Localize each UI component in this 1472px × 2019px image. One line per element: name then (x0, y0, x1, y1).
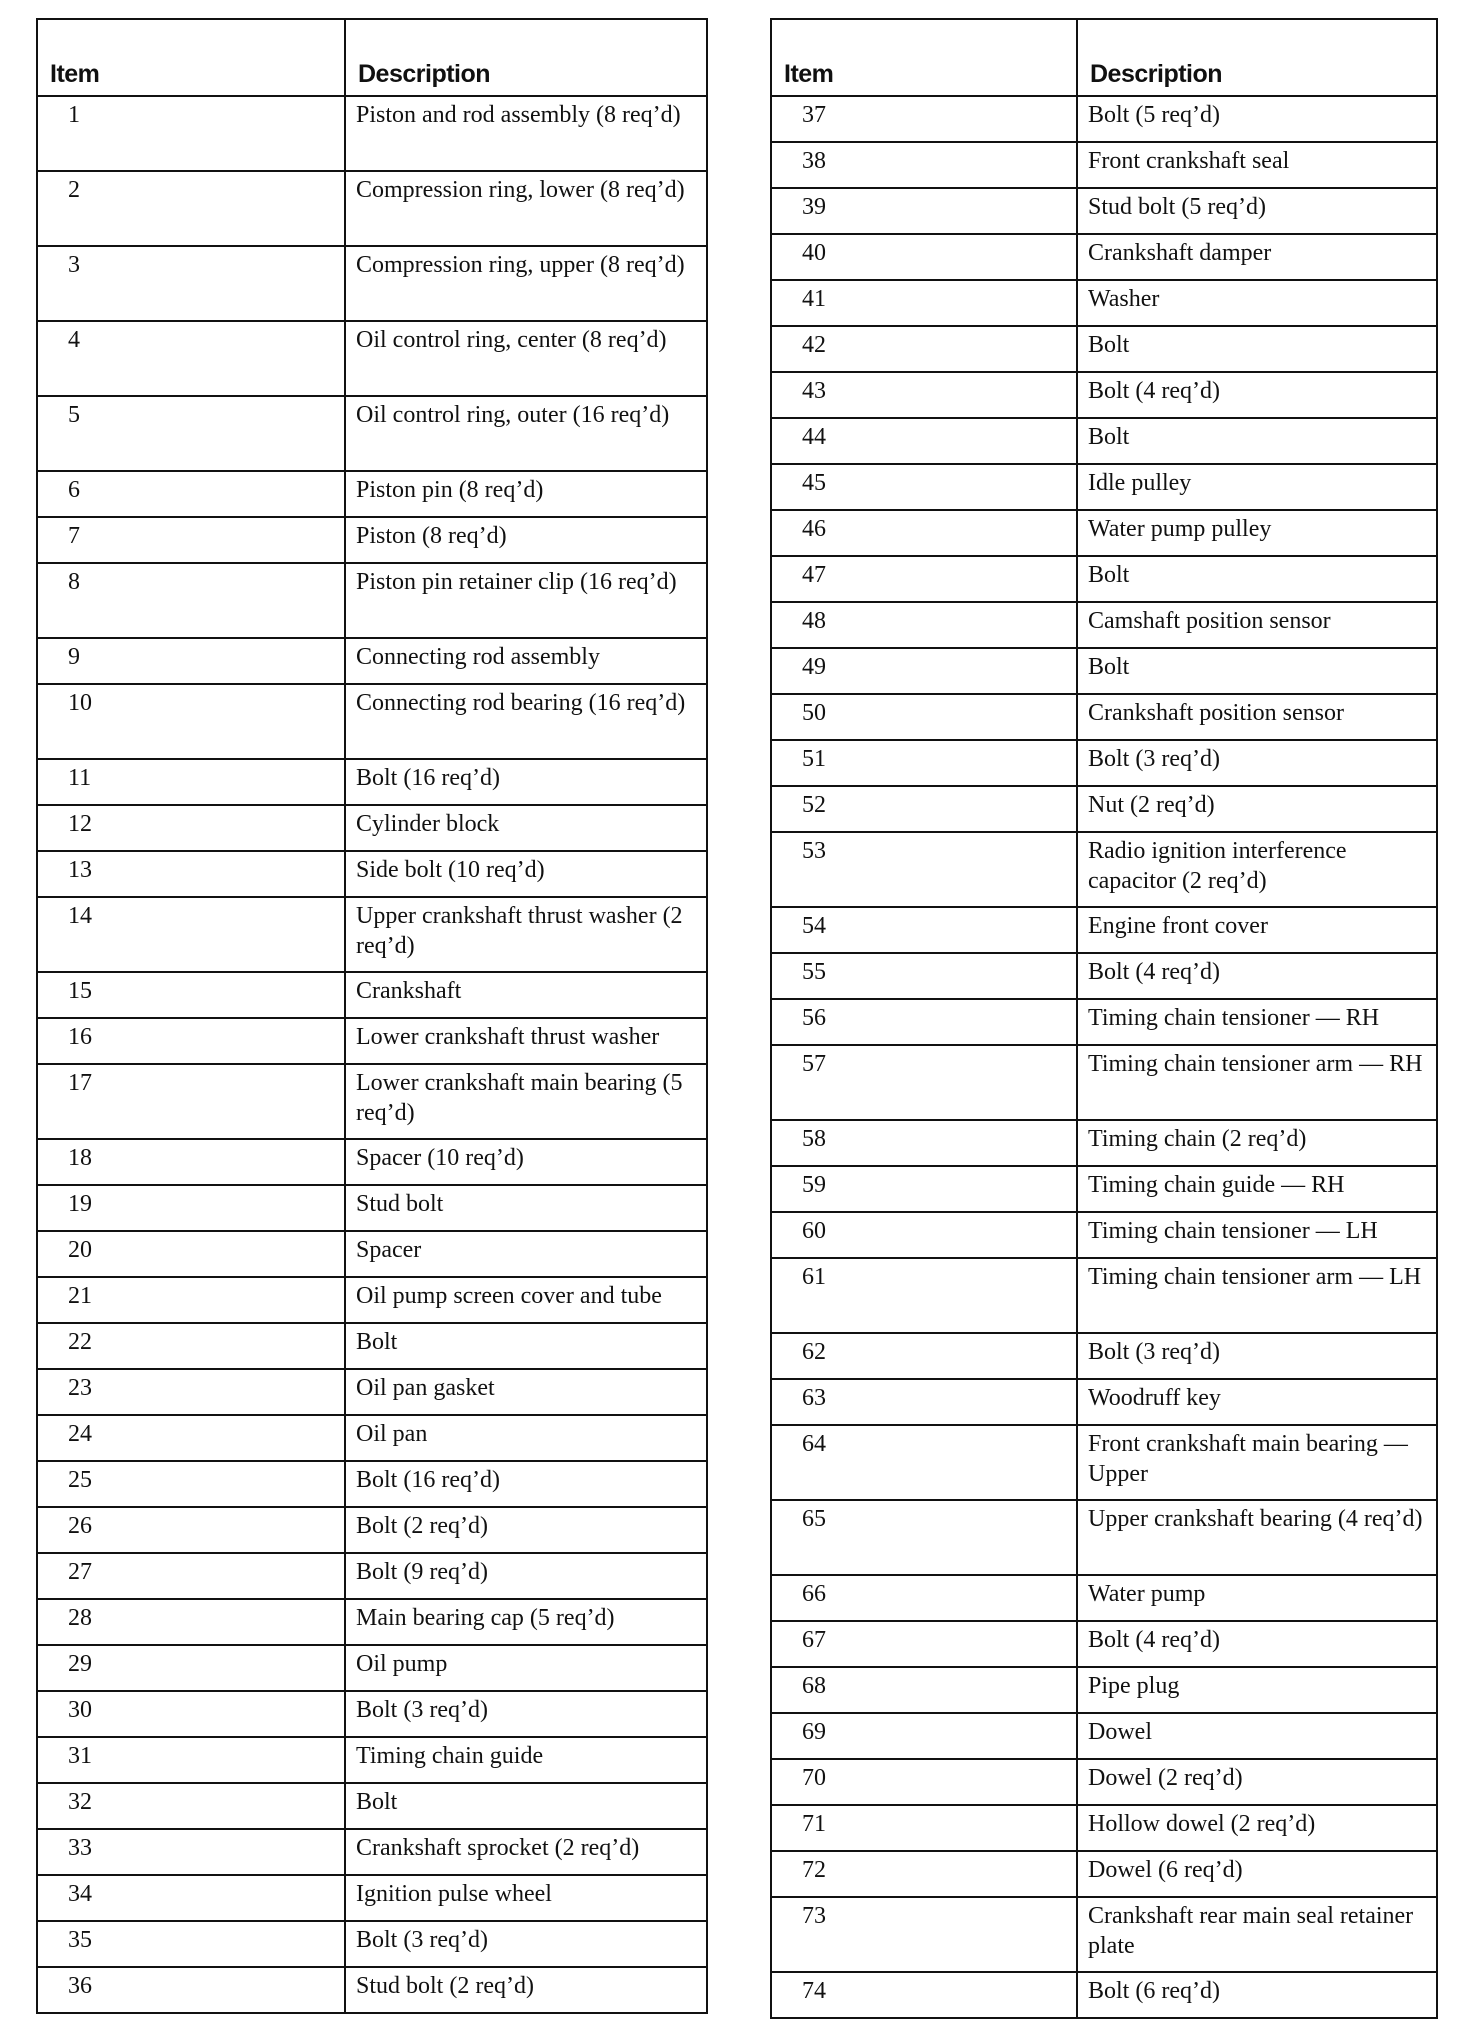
item-description: Lower crankshaft thrust washer (345, 1018, 707, 1064)
table-row (37, 171, 707, 246)
item-description: Stud bolt (2 req’d) (345, 1967, 707, 2013)
item-description: Bolt (345, 1323, 707, 1369)
table-row (37, 1323, 707, 1369)
table-row (771, 1972, 1437, 2018)
table-row (37, 972, 707, 1018)
table-row (771, 1713, 1437, 1759)
item-description: Crankshaft damper (1077, 234, 1437, 280)
item-number: 54 (771, 907, 1077, 953)
item-number: 70 (771, 1759, 1077, 1805)
table-row (37, 1461, 707, 1507)
table-row (37, 1553, 707, 1599)
item-number: 26 (37, 1507, 345, 1553)
table-row (37, 1018, 707, 1064)
table-row (37, 517, 707, 563)
item-number: 27 (37, 1553, 345, 1599)
table-row (771, 1897, 1437, 1972)
item-number: 66 (771, 1575, 1077, 1621)
table-row (771, 1120, 1437, 1166)
item-description: Pipe plug (1077, 1667, 1437, 1713)
table-row (771, 326, 1437, 372)
table-row (37, 1921, 707, 1967)
item-description: Compression ring, upper (8 req’d) (345, 246, 707, 321)
item-description: Bolt (4 req’d) (1077, 372, 1437, 418)
item-number: 6 (37, 471, 345, 517)
item-number: 50 (771, 694, 1077, 740)
table-row (771, 188, 1437, 234)
item-number: 33 (37, 1829, 345, 1875)
item-number: 55 (771, 953, 1077, 999)
table-row (771, 1425, 1437, 1500)
table-row (771, 1166, 1437, 1212)
item-number: 13 (37, 851, 345, 897)
table-row (37, 1139, 707, 1185)
table-row (37, 851, 707, 897)
item-description: Timing chain tensioner — LH (1077, 1212, 1437, 1258)
description-column-header: Description (1077, 19, 1437, 96)
item-description: Washer (1077, 280, 1437, 326)
table-row (37, 1369, 707, 1415)
table-row (37, 246, 707, 321)
item-description: Bolt (1077, 648, 1437, 694)
item-description: Compression ring, lower (8 req’d) (345, 171, 707, 246)
item-description: Stud bolt (5 req’d) (1077, 188, 1437, 234)
table-row (37, 1064, 707, 1139)
item-description: Main bearing cap (5 req’d) (345, 1599, 707, 1645)
table-row (37, 471, 707, 517)
item-number: 24 (37, 1415, 345, 1461)
item-description: Bolt (16 req’d) (345, 1461, 707, 1507)
item-number: 30 (37, 1691, 345, 1737)
item-number: 49 (771, 648, 1077, 694)
table-row (37, 563, 707, 638)
item-description: Bolt (3 req’d) (345, 1921, 707, 1967)
parts-table-right (770, 18, 1438, 2019)
item-number: 17 (37, 1064, 345, 1139)
table-row (771, 464, 1437, 510)
item-number: 23 (37, 1369, 345, 1415)
item-number: 2 (37, 171, 345, 246)
item-number: 65 (771, 1500, 1077, 1575)
item-description: Ignition pulse wheel (345, 1875, 707, 1921)
item-number: 22 (37, 1323, 345, 1369)
item-number: 64 (771, 1425, 1077, 1500)
table-row (37, 1967, 707, 2013)
item-description: Oil pan gasket (345, 1369, 707, 1415)
table-row (771, 648, 1437, 694)
table-row (37, 1783, 707, 1829)
item-number: 14 (37, 897, 345, 972)
item-column-header: Item (771, 19, 1077, 96)
table-row (771, 372, 1437, 418)
item-number: 41 (771, 280, 1077, 326)
table-row (771, 1759, 1437, 1805)
item-number: 9 (37, 638, 345, 684)
table-row (771, 907, 1437, 953)
item-number: 52 (771, 786, 1077, 832)
item-number: 68 (771, 1667, 1077, 1713)
table-row (771, 1851, 1437, 1897)
item-number: 32 (37, 1783, 345, 1829)
description-column-header: Description (345, 19, 707, 96)
item-description: Hollow dowel (2 req’d) (1077, 1805, 1437, 1851)
table-row (771, 418, 1437, 464)
item-number: 10 (37, 684, 345, 759)
table-row (37, 96, 707, 171)
item-number: 8 (37, 563, 345, 638)
item-description: Connecting rod bearing (16 req’d) (345, 684, 707, 759)
item-description: Dowel (2 req’d) (1077, 1759, 1437, 1805)
table-row (771, 556, 1437, 602)
item-description: Stud bolt (345, 1185, 707, 1231)
table-row (771, 602, 1437, 648)
item-number: 7 (37, 517, 345, 563)
table-row (771, 1379, 1437, 1425)
table-row (771, 1500, 1437, 1575)
table-row (771, 953, 1437, 999)
item-number: 11 (37, 759, 345, 805)
item-number: 53 (771, 832, 1077, 907)
item-description: Bolt (3 req’d) (1077, 1333, 1437, 1379)
item-number: 69 (771, 1713, 1077, 1759)
table-row (771, 1667, 1437, 1713)
parts-table-right-body (771, 96, 1437, 2018)
item-description: Cylinder block (345, 805, 707, 851)
table-row (771, 832, 1437, 907)
item-number: 3 (37, 246, 345, 321)
item-number: 36 (37, 1967, 345, 2013)
table-row (37, 1645, 707, 1691)
table-row (37, 759, 707, 805)
item-number: 5 (37, 396, 345, 471)
item-number: 47 (771, 556, 1077, 602)
item-number: 4 (37, 321, 345, 396)
item-number: 25 (37, 1461, 345, 1507)
item-description: Dowel (1077, 1713, 1437, 1759)
item-number: 31 (37, 1737, 345, 1783)
item-number: 45 (771, 464, 1077, 510)
table-row (37, 1875, 707, 1921)
item-description: Water pump pulley (1077, 510, 1437, 556)
item-number: 60 (771, 1212, 1077, 1258)
item-description: Lower crankshaft main bearing (5 req’d) (345, 1064, 707, 1139)
item-number: 15 (37, 972, 345, 1018)
header-row (771, 19, 1437, 96)
table-row (771, 999, 1437, 1045)
item-description: Bolt (1077, 326, 1437, 372)
table-row (37, 1277, 707, 1323)
item-description: Oil control ring, center (8 req’d) (345, 321, 707, 396)
item-number: 61 (771, 1258, 1077, 1333)
item-description: Idle pulley (1077, 464, 1437, 510)
table-row (771, 280, 1437, 326)
item-number: 59 (771, 1166, 1077, 1212)
item-number: 38 (771, 142, 1077, 188)
item-description: Bolt (3 req’d) (345, 1691, 707, 1737)
item-number: 39 (771, 188, 1077, 234)
item-description: Piston pin (8 req’d) (345, 471, 707, 517)
table-row (37, 638, 707, 684)
item-number: 74 (771, 1972, 1077, 2018)
item-number: 1 (37, 96, 345, 171)
item-number: 34 (37, 1875, 345, 1921)
item-description: Piston (8 req’d) (345, 517, 707, 563)
item-description: Bolt (6 req’d) (1077, 1972, 1437, 2018)
table-row (37, 897, 707, 972)
item-description: Upper crankshaft thrust washer (2 req’d) (345, 897, 707, 972)
item-number: 35 (37, 1921, 345, 1967)
item-description: Camshaft position sensor (1077, 602, 1437, 648)
item-description: Woodruff key (1077, 1379, 1437, 1425)
table-row (771, 1212, 1437, 1258)
item-description: Front crankshaft seal (1077, 142, 1437, 188)
item-number: 42 (771, 326, 1077, 372)
item-number: 48 (771, 602, 1077, 648)
item-number: 21 (37, 1277, 345, 1323)
table-row (37, 1599, 707, 1645)
item-number: 62 (771, 1333, 1077, 1379)
table-row (771, 510, 1437, 556)
item-description: Crankshaft sprocket (2 req’d) (345, 1829, 707, 1875)
item-number: 67 (771, 1621, 1077, 1667)
table-row (771, 1805, 1437, 1851)
item-number: 46 (771, 510, 1077, 556)
item-description: Crankshaft rear main seal retainer plate (1077, 1897, 1437, 1972)
item-description: Bolt (4 req’d) (1077, 953, 1437, 999)
table-row (37, 1829, 707, 1875)
table-row (37, 1507, 707, 1553)
table-row (771, 740, 1437, 786)
item-description: Piston and rod assembly (8 req’d) (345, 96, 707, 171)
item-description: Oil pump screen cover and tube (345, 1277, 707, 1323)
item-description: Oil pump (345, 1645, 707, 1691)
table-row (771, 1575, 1437, 1621)
item-description: Bolt (1077, 556, 1437, 602)
item-description: Bolt (5 req’d) (1077, 96, 1437, 142)
item-number: 19 (37, 1185, 345, 1231)
table-row (771, 1045, 1437, 1120)
item-description: Dowel (6 req’d) (1077, 1851, 1437, 1897)
table-row (37, 1691, 707, 1737)
table-row (37, 684, 707, 759)
item-description: Spacer (345, 1231, 707, 1277)
table-row (37, 1185, 707, 1231)
table-row (771, 1258, 1437, 1333)
item-description: Radio ignition interference capacitor (2 req’d) (1077, 832, 1437, 907)
item-number: 29 (37, 1645, 345, 1691)
table-row (771, 96, 1437, 142)
item-number: 73 (771, 1897, 1077, 1972)
item-description: Oil control ring, outer (16 req’d) (345, 396, 707, 471)
header-row (37, 19, 707, 96)
item-description: Bolt (1077, 418, 1437, 464)
item-number: 18 (37, 1139, 345, 1185)
table-row (771, 234, 1437, 280)
item-number: 72 (771, 1851, 1077, 1897)
item-description: Timing chain guide (345, 1737, 707, 1783)
item-number: 20 (37, 1231, 345, 1277)
item-description: Timing chain tensioner — RH (1077, 999, 1437, 1045)
item-description: Crankshaft position sensor (1077, 694, 1437, 740)
table-row (771, 142, 1437, 188)
item-description: Front crankshaft main bearing — Upper (1077, 1425, 1437, 1500)
table-row (37, 396, 707, 471)
item-description: Connecting rod assembly (345, 638, 707, 684)
item-number: 51 (771, 740, 1077, 786)
item-description: Bolt (4 req’d) (1077, 1621, 1437, 1667)
table-row (37, 1415, 707, 1461)
item-description: Side bolt (10 req’d) (345, 851, 707, 897)
table-row (771, 694, 1437, 740)
item-description: Water pump (1077, 1575, 1437, 1621)
item-description: Bolt (16 req’d) (345, 759, 707, 805)
table-row (37, 321, 707, 396)
item-description: Crankshaft (345, 972, 707, 1018)
item-description: Timing chain tensioner arm — RH (1077, 1045, 1437, 1120)
item-number: 58 (771, 1120, 1077, 1166)
item-number: 16 (37, 1018, 345, 1064)
item-number: 12 (37, 805, 345, 851)
table-row (37, 805, 707, 851)
item-number: 57 (771, 1045, 1077, 1120)
item-description: Spacer (10 req’d) (345, 1139, 707, 1185)
item-number: 63 (771, 1379, 1077, 1425)
item-number: 28 (37, 1599, 345, 1645)
item-description: Piston pin retainer clip (16 req’d) (345, 563, 707, 638)
item-number: 43 (771, 372, 1077, 418)
table-row (771, 786, 1437, 832)
table-row (771, 1333, 1437, 1379)
item-number: 56 (771, 999, 1077, 1045)
item-description: Engine front cover (1077, 907, 1437, 953)
item-description: Bolt (345, 1783, 707, 1829)
table-row (771, 1621, 1437, 1667)
item-number: 37 (771, 96, 1077, 142)
table-row (37, 1231, 707, 1277)
item-description: Timing chain guide — RH (1077, 1166, 1437, 1212)
item-description: Bolt (9 req’d) (345, 1553, 707, 1599)
item-description: Upper crankshaft bearing (4 req’d) (1077, 1500, 1437, 1575)
item-description: Bolt (3 req’d) (1077, 740, 1437, 786)
parts-table-left (36, 18, 708, 2014)
item-description: Timing chain (2 req’d) (1077, 1120, 1437, 1166)
item-description: Oil pan (345, 1415, 707, 1461)
item-number: 44 (771, 418, 1077, 464)
item-number: 40 (771, 234, 1077, 280)
item-description: Nut (2 req’d) (1077, 786, 1437, 832)
parts-table-left-body (37, 96, 707, 2013)
item-number: 71 (771, 1805, 1077, 1851)
item-column-header: Item (37, 19, 345, 96)
item-description: Timing chain tensioner arm — LH (1077, 1258, 1437, 1333)
table-row (37, 1737, 707, 1783)
item-description: Bolt (2 req’d) (345, 1507, 707, 1553)
